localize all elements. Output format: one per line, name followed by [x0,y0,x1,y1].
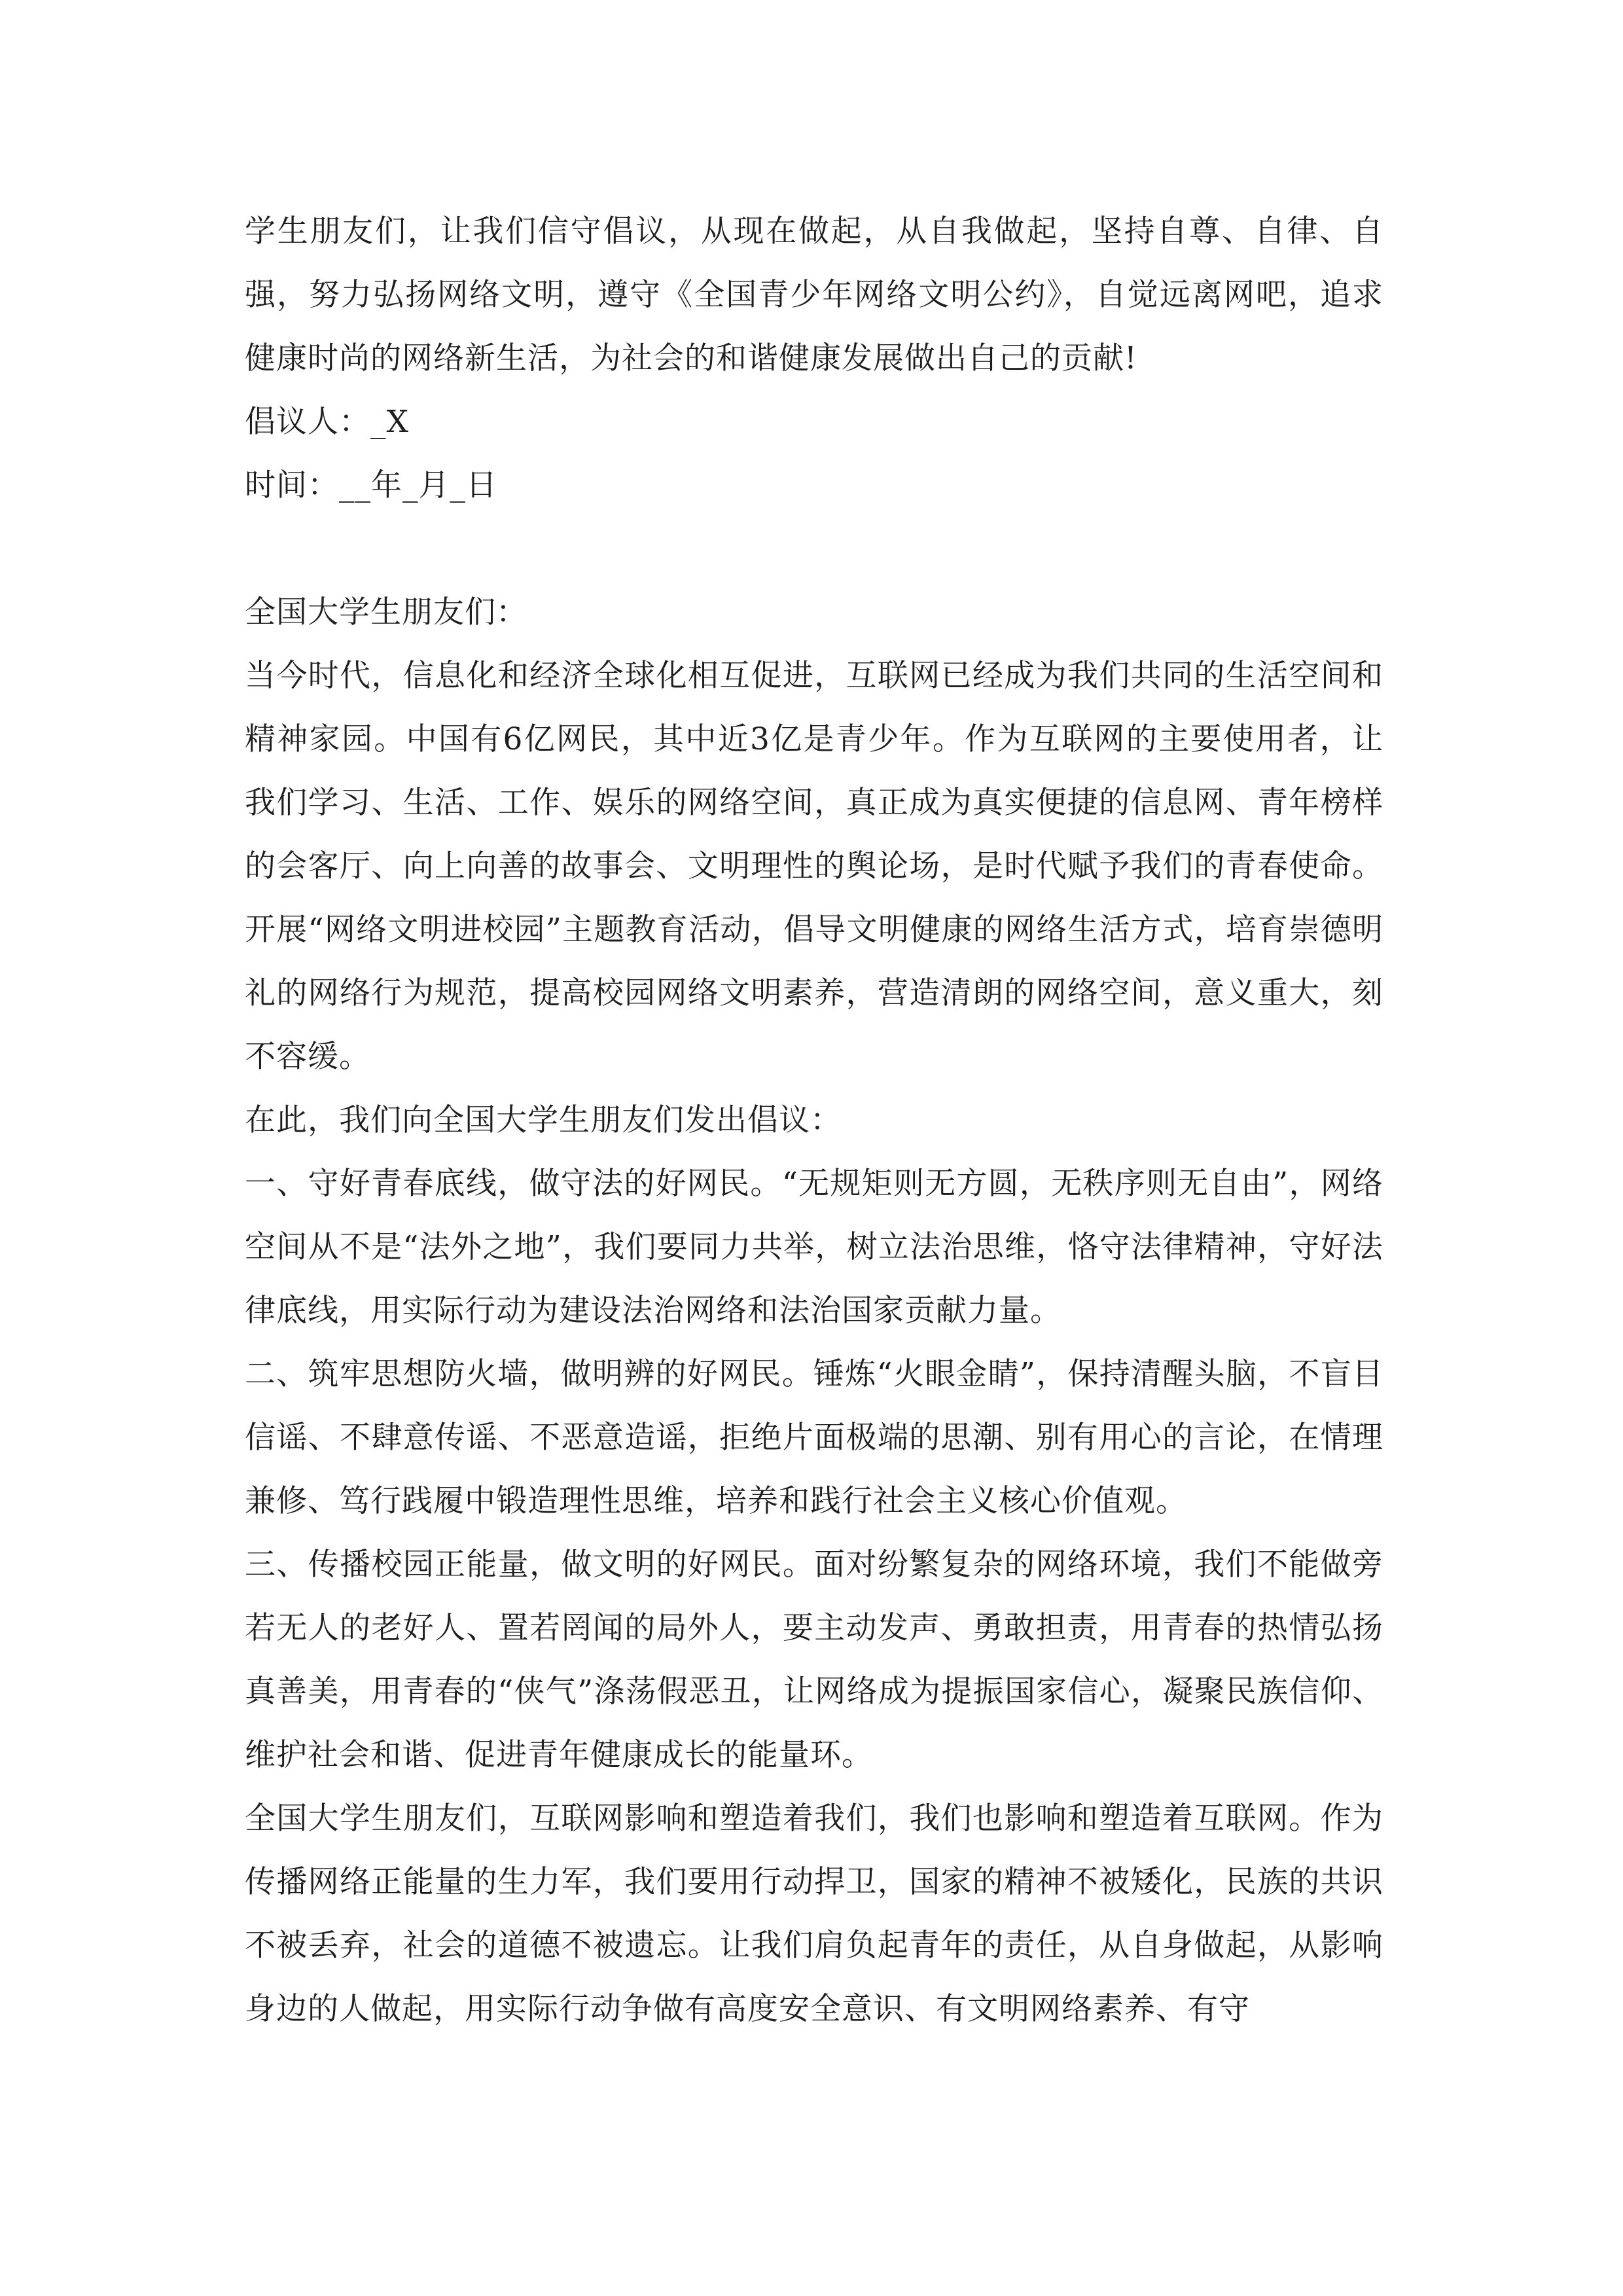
paragraph-point-one: 一、守好青春底线，做守法的好网民。“无规矩则无方圆，无秩序则无自由”，网络空间从不是“法外之地”，我们要同力共举，树立法治思维，恪守法律精神，守好法律底线，用实际行动为建设法治网络和法治国家贡献力量。 [245,1166,1383,1329]
proposer-line: 倡议人：_X [245,404,409,440]
paragraph-point-two: 二、筑牢思想防火墙，做明辨的好网民。锤炼“火眼金睛”，保持清醒头脑，不盲目信谣、不肆意传谣、不恶意造谣，拒绝片面极端的思潮、别有用心的言论，在情理兼修、笃行践履中锻造理性思维，培养和践行社会主义核心价值观。 [245,1356,1383,1519]
paragraph-intro: 当今时代，信息化和经济全球化相互促进，互联网已经成为我们共同的生活空间和精神家园。中国有6亿网民，其中近3亿是青少年。作为互联网的主要使用者，让我们学习、生活、工作、娱乐的网络空间，真正成为真实便捷的信息网、青年榜样的会客厅、向上向善的故事会、文明理性的舆论场，是时代赋予我们的青春使命。开展“网络文明进校园”主题教育活动，倡导文明健康的网络生活方式，培育崇德明礼的网络行为规范，提高校园网络文明素养，营造清朗的网络空间，意义重大，刻不容缓。 [245,658,1383,1075]
paragraph-proposal-lead: 在此，我们向全国大学生朋友们发出倡议： [245,1102,842,1138]
date-line: 时间：__年_月_日 [245,467,497,503]
closing-paragraph: 学生朋友们，让我们信守倡议，从现在做起，从自我做起，坚持自尊、自律、自强，努力弘扬网络文明，遵守《全国青少年网络文明公约》，自觉远离网吧，追求健康时尚的网络新生活，为社会的和谐健康发展做出自己的贡献! [245,213,1383,376]
document-body [245,200,1383,2041]
salutation: 全国大学生朋友们： [245,594,527,630]
section-gap [245,517,1383,581]
paragraph-conclusion: 全国大学生朋友们，互联网影响和塑造着我们，我们也影响和塑造着互联网。作为传播网络正能量的生力军，我们要用行动捍卫，国家的精神不被矮化，民族的共识不被丢弃，社会的道德不被遗忘。让我们肩负起青年的责任，从自身做起，从影响身边的人做起，用实际行动争做有高度安全意识、有文明网络素养、有守 [245,1801,1383,2027]
paragraph-point-three: 三、传播校园正能量，做文明的好网民。面对纷繁复杂的网络环境，我们不能做旁若无人的老好人、置若罔闻的局外人，要主动发声、勇敢担责，用青春的热情弘扬真善美，用青春的“侠气”涤荡假恶丑，让网络成为提振国家信心，凝聚民族信仰、维护社会和谐、促进青年健康成长的能量环。 [245,1547,1383,1773]
